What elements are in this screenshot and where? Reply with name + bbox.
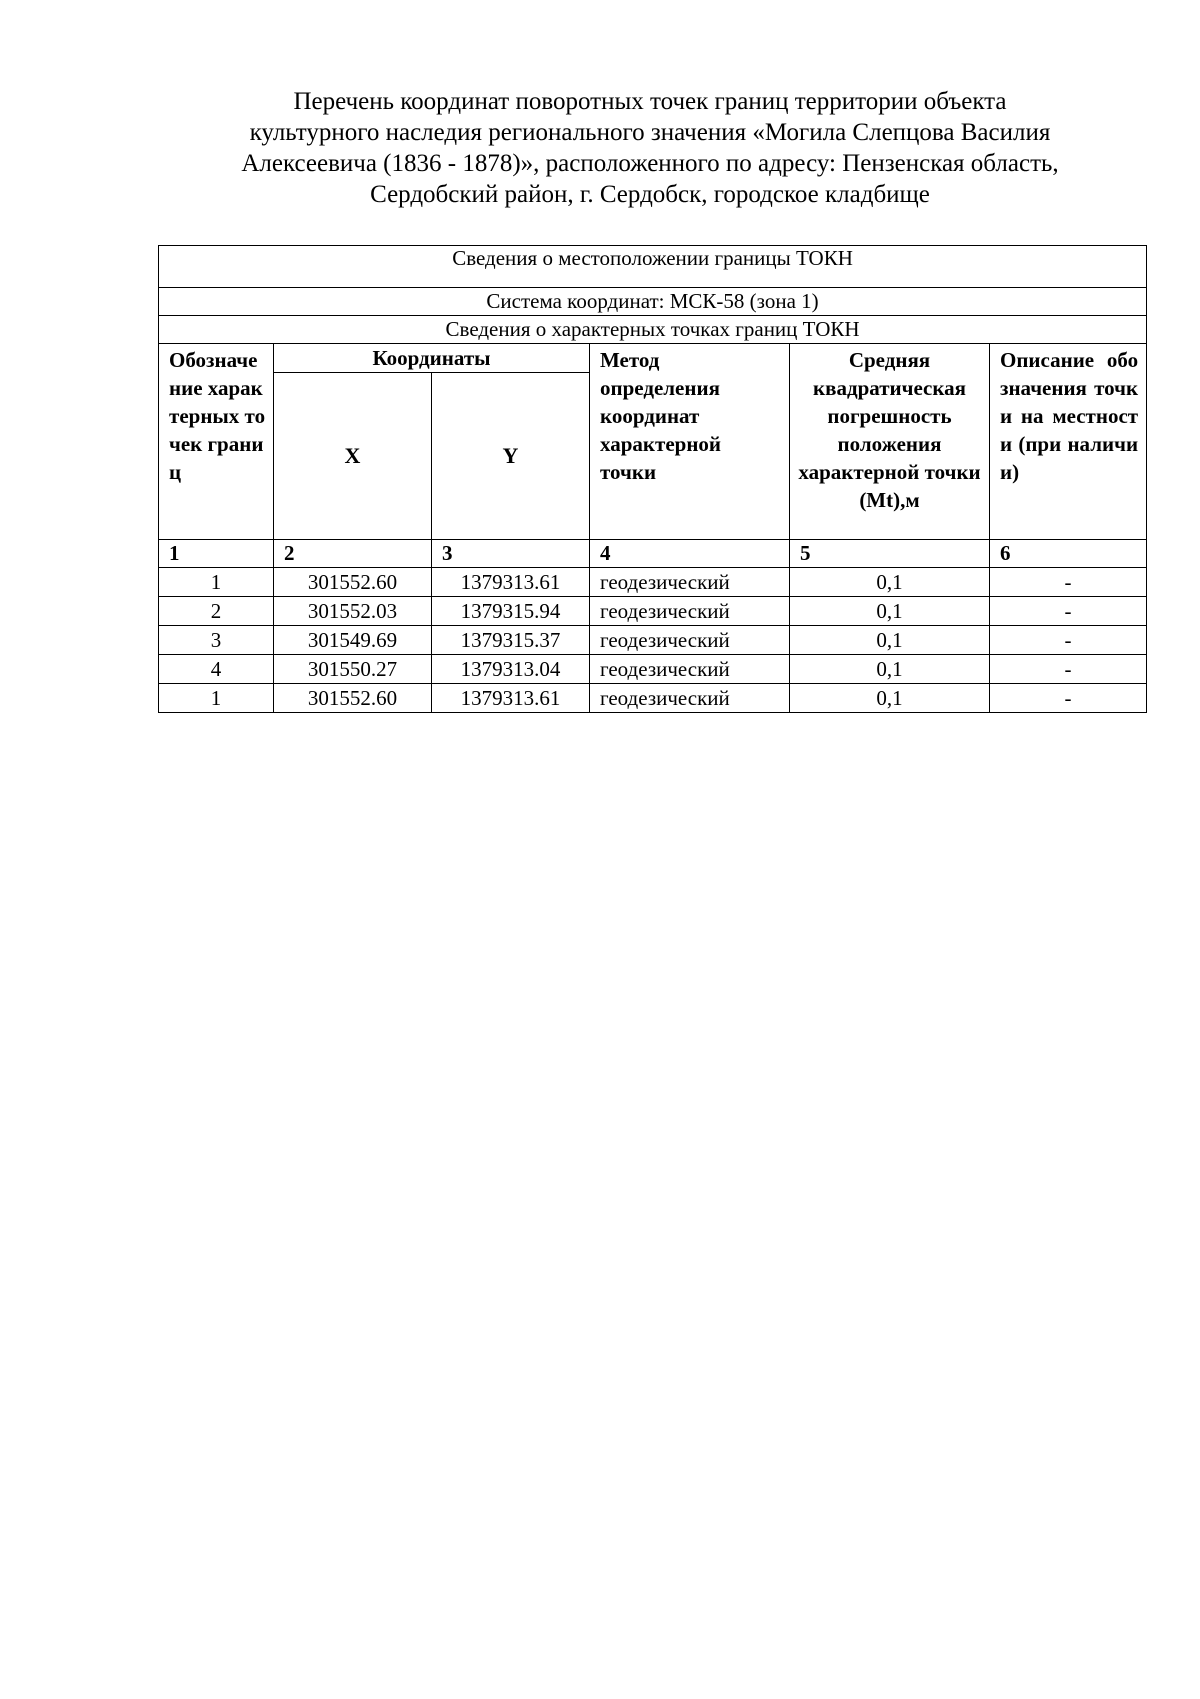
coordinate-x: 301552.03: [274, 597, 432, 626]
column-number-1: 1: [159, 540, 274, 568]
header-error: Средняя квадратическая погрешность положения характерной точки (Mt),м: [790, 344, 990, 540]
method: геодезический: [590, 684, 790, 713]
point-number: 3: [159, 626, 274, 655]
header-designation: [159, 344, 274, 540]
column-number-6: 6: [990, 540, 1147, 568]
coordinate-y: 1379315.94: [432, 597, 590, 626]
header-description-text: Описание обозначения точки на местности (при наличии): [1000, 348, 1139, 484]
header-x: X: [274, 373, 432, 540]
error: 0,1: [790, 626, 990, 655]
point-number: 1: [159, 568, 274, 597]
coordinate-y: 1379315.37: [432, 626, 590, 655]
point-number: 1: [159, 684, 274, 713]
points-heading: Сведения о характерных точках границ ТОКН: [159, 316, 1147, 344]
column-number-3: 3: [432, 540, 590, 568]
method: геодезический: [590, 597, 790, 626]
coordinate-x: 301550.27: [274, 655, 432, 684]
method: геодезический: [590, 626, 790, 655]
section-location-heading: Сведения о местоположении границы ТОКН: [159, 246, 1147, 288]
column-number-4: 4: [590, 540, 790, 568]
description: -: [990, 626, 1147, 655]
description: -: [990, 597, 1147, 626]
coordinates-table: [158, 245, 1147, 713]
header-y: Y: [432, 373, 590, 540]
coordinate-system-heading: Система координат: МСК-58 (зона 1): [159, 288, 1147, 316]
title-line-4: Сердобский район, г. Сердобск, городское кладбище: [370, 181, 930, 208]
document-title: [150, 86, 1150, 210]
point-number: 2: [159, 597, 274, 626]
column-number-5: 5: [790, 540, 990, 568]
description: -: [990, 684, 1147, 713]
coordinate-x: 301552.60: [274, 568, 432, 597]
point-number: 4: [159, 655, 274, 684]
method: геодезический: [590, 655, 790, 684]
header-designation-text: Обозначение характерных точек границ: [169, 348, 266, 484]
coordinate-y: 1379313.04: [432, 655, 590, 684]
error: 0,1: [790, 597, 990, 626]
error: 0,1: [790, 684, 990, 713]
description: -: [990, 655, 1147, 684]
table-row: [159, 655, 1147, 684]
title-line-2: культурного наследия регионального значения «Могила Слепцова Василия: [249, 119, 1051, 146]
table-row: [159, 626, 1147, 655]
section-row-points: [159, 316, 1147, 344]
error: 0,1: [790, 568, 990, 597]
column-number-2: 2: [274, 540, 432, 568]
table-row: [159, 597, 1147, 626]
coordinate-x: 301552.60: [274, 684, 432, 713]
section-row-coordinate-system: [159, 288, 1147, 316]
coordinate-x: 301549.69: [274, 626, 432, 655]
section-row-location: [159, 246, 1147, 288]
method: геодезический: [590, 568, 790, 597]
coordinate-y: 1379313.61: [432, 568, 590, 597]
coordinate-y: 1379313.61: [432, 684, 590, 713]
table-row: [159, 684, 1147, 713]
header-description: [990, 344, 1147, 540]
header-coordinates: Координаты: [274, 344, 590, 373]
error: 0,1: [790, 655, 990, 684]
header-method: Метод определения координат характерной точки: [590, 344, 790, 540]
description: -: [990, 568, 1147, 597]
title-line-3: Алексеевича (1836 - 1878)», расположенного по адресу: Пензенская область,: [241, 150, 1059, 177]
title-line-1: Перечень координат поворотных точек границ территории объекта: [293, 88, 1007, 115]
table-row: [159, 568, 1147, 597]
column-number-row: [159, 540, 1147, 568]
header-row: [159, 344, 1147, 373]
